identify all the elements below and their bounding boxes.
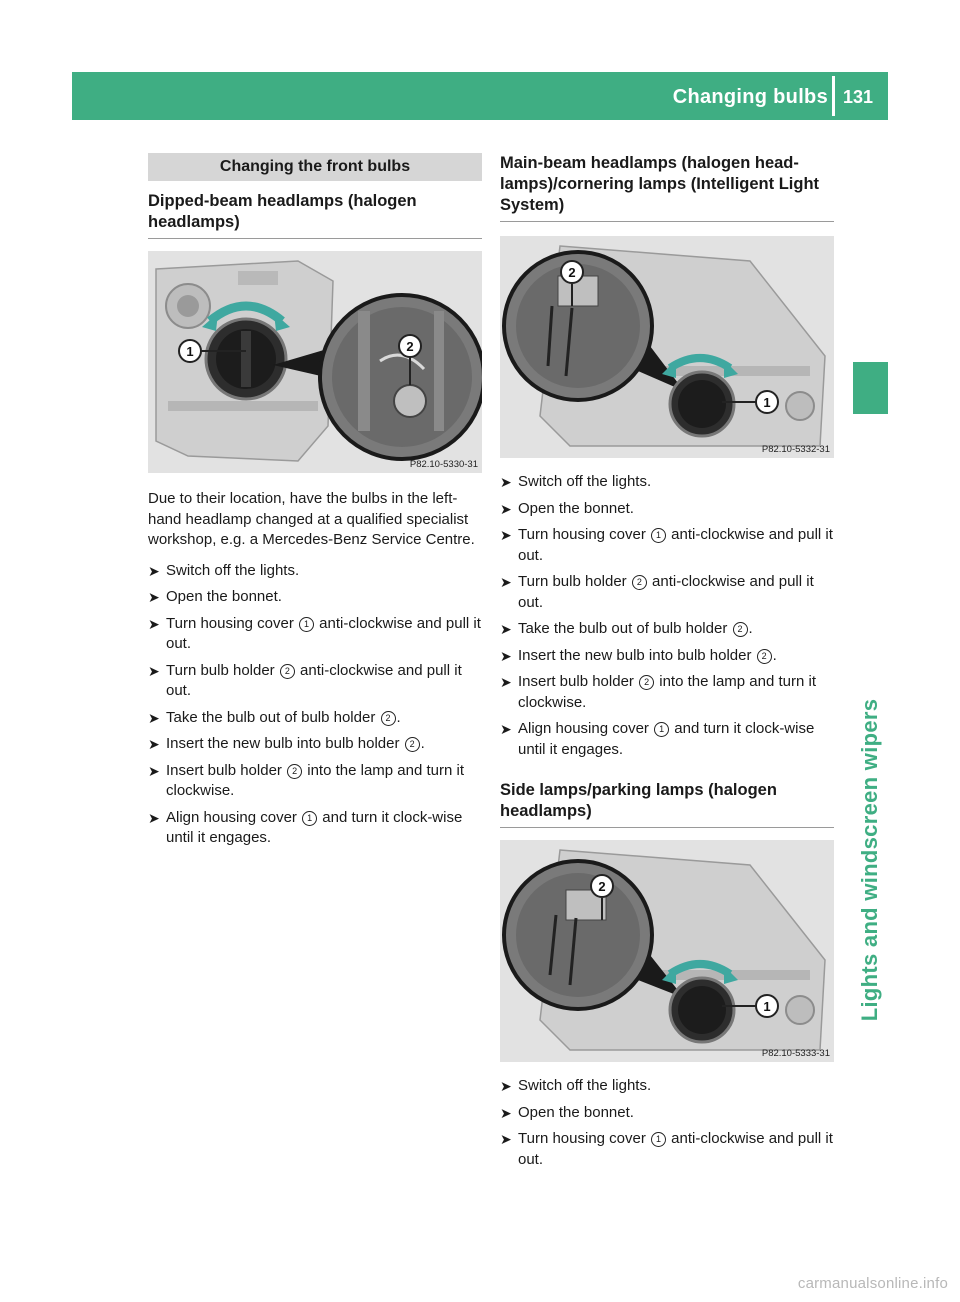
page-number: 131 bbox=[843, 87, 874, 107]
callout-ref-icon: 1 bbox=[302, 811, 317, 826]
callout-ref-icon: 1 bbox=[654, 722, 669, 737]
step-text: . bbox=[396, 708, 401, 726]
callout-ref-icon: 1 bbox=[651, 1132, 666, 1147]
step-arrow-icon: ➤ bbox=[148, 662, 160, 679]
figure-callout-1: 1 bbox=[186, 344, 194, 359]
side-tab-marker bbox=[853, 362, 888, 414]
step-item bbox=[500, 472, 834, 493]
right-column bbox=[500, 153, 834, 1176]
figure-side-lamps bbox=[500, 840, 834, 1062]
step-text: Open the bonnet. bbox=[518, 499, 634, 517]
callout-ref-icon: 2 bbox=[639, 675, 654, 690]
step-arrow-icon: ➤ bbox=[148, 809, 160, 826]
step-item bbox=[500, 719, 834, 760]
callout-ref-icon: 1 bbox=[299, 617, 314, 632]
step-item bbox=[148, 761, 482, 802]
step-text: Insert bulb holder bbox=[518, 673, 639, 690]
step-text: Turn housing cover bbox=[518, 526, 651, 543]
step-item bbox=[500, 1076, 834, 1097]
callout-ref-icon: 2 bbox=[733, 622, 748, 637]
step-text: Insert the new bulb into bulb holder bbox=[518, 646, 756, 664]
step-text: anti-clockwise and pull it out. bbox=[166, 661, 462, 699]
step-arrow-icon: ➤ bbox=[148, 562, 160, 579]
step-arrow-icon: ➤ bbox=[500, 621, 512, 637]
figure-callout-2: 2 bbox=[598, 879, 606, 894]
step-text: Turn housing cover bbox=[518, 1130, 651, 1147]
step-arrow-icon: ➤ bbox=[148, 736, 160, 752]
step-item bbox=[148, 808, 482, 849]
header-divider bbox=[832, 76, 835, 116]
step-arrow-icon: ➤ bbox=[148, 589, 160, 605]
figure-code: P82.10-5330-31 bbox=[409, 459, 478, 470]
step-arrow-icon: ➤ bbox=[500, 474, 512, 490]
figure-callout-1: 1 bbox=[763, 395, 771, 410]
left-column bbox=[148, 153, 482, 855]
step-text: Turn housing cover bbox=[166, 614, 299, 632]
figure-dipped-beam bbox=[148, 251, 482, 473]
intro-paragraph: Due to their location, have the bulbs in the left-hand headlamp changed at a qualified specialist workshop, e.g. a Mercedes-Benz Service Centre. bbox=[148, 490, 475, 548]
step-list bbox=[500, 1076, 834, 1170]
watermark: carmanualsonline.info bbox=[797, 1275, 948, 1292]
step-text: Align housing cover bbox=[518, 720, 654, 737]
callout-ref-icon: 2 bbox=[280, 664, 295, 679]
step-text: into the lamp and turn it clockwise. bbox=[518, 673, 817, 711]
callout-ref-icon: 2 bbox=[632, 575, 647, 590]
step-text: Switch off the lights. bbox=[518, 473, 652, 490]
figure-code: P82.10-5332-31 bbox=[761, 444, 830, 455]
callout-ref-icon: 2 bbox=[757, 649, 772, 664]
step-item bbox=[148, 587, 482, 608]
step-arrow-icon: ➤ bbox=[500, 647, 512, 664]
callout-ref-icon: 2 bbox=[381, 711, 396, 726]
step-text: Open the bonnet. bbox=[518, 1103, 634, 1121]
step-arrow-icon: ➤ bbox=[500, 1078, 512, 1094]
step-text: Turn bulb holder bbox=[518, 573, 631, 590]
step-item bbox=[500, 672, 834, 713]
step-text: Align housing cover bbox=[166, 808, 302, 826]
step-item bbox=[500, 525, 834, 566]
step-arrow-icon: ➤ bbox=[500, 500, 512, 517]
step-arrow-icon: ➤ bbox=[500, 674, 512, 690]
step-item bbox=[148, 614, 482, 655]
step-item bbox=[148, 734, 482, 755]
section-title: Changing the front bulbs bbox=[148, 153, 482, 181]
step-item bbox=[500, 499, 834, 520]
step-arrow-icon: ➤ bbox=[500, 1104, 512, 1121]
step-text: and turn it clock-wise until it engages. bbox=[166, 808, 463, 846]
headlamp-illustration bbox=[148, 251, 482, 473]
callout-ref-icon: 2 bbox=[287, 764, 302, 779]
step-text: anti-clockwise and pull it out. bbox=[518, 526, 833, 564]
step-text: . bbox=[420, 735, 425, 752]
step-item bbox=[148, 661, 482, 702]
subheading-side-lamps: Side lamps/parking lamps (halogen headlamps) bbox=[500, 780, 834, 828]
side-tab-label: Lights and windscreen wipers bbox=[857, 698, 882, 1022]
step-item bbox=[148, 561, 482, 582]
step-item bbox=[500, 572, 834, 613]
step-arrow-icon: ➤ bbox=[500, 1131, 512, 1147]
step-item bbox=[500, 646, 834, 667]
step-text: anti-clockwise and pull it out. bbox=[518, 1130, 833, 1168]
step-text: Insert bulb holder bbox=[166, 761, 287, 779]
step-text: Open the bonnet. bbox=[166, 588, 282, 605]
figure-callout-2: 2 bbox=[406, 339, 414, 354]
step-list bbox=[148, 561, 482, 849]
step-text: Take the bulb out of bulb holder bbox=[166, 708, 380, 726]
step-item bbox=[500, 619, 834, 640]
step-arrow-icon: ➤ bbox=[500, 721, 512, 737]
step-arrow-icon: ➤ bbox=[148, 762, 160, 779]
step-list bbox=[500, 472, 834, 760]
figure-callout-1: 1 bbox=[763, 999, 771, 1014]
step-text: anti-clockwise and pull it out. bbox=[518, 573, 814, 611]
figure-callout-2: 2 bbox=[568, 265, 576, 280]
subheading-main-beam: Main-beam headlamps (halogen head-lamps)/cornering lamps (Intelligent Light System) bbox=[500, 153, 834, 222]
figure-main-beam bbox=[500, 236, 834, 458]
step-text: into the lamp and turn it clockwise. bbox=[166, 761, 465, 799]
step-arrow-icon: ➤ bbox=[500, 574, 512, 590]
step-text: . bbox=[748, 620, 753, 637]
step-arrow-icon: ➤ bbox=[148, 615, 160, 632]
headlamp-illustration bbox=[500, 236, 834, 458]
step-arrow-icon: ➤ bbox=[148, 709, 160, 726]
step-arrow-icon: ➤ bbox=[500, 527, 512, 543]
callout-ref-icon: 2 bbox=[405, 737, 420, 752]
page-header-title: Changing bulbs bbox=[672, 86, 828, 108]
step-text: Turn bulb holder bbox=[166, 661, 279, 679]
step-text: . bbox=[772, 646, 777, 664]
step-text: Switch off the lights. bbox=[166, 561, 300, 579]
step-text: Take the bulb out of bulb holder bbox=[518, 620, 732, 637]
step-item bbox=[500, 1129, 834, 1170]
step-text: Insert the new bulb into bulb holder bbox=[166, 735, 404, 752]
callout-ref-icon: 1 bbox=[651, 528, 666, 543]
subheading-dipped-beam: Dipped-beam headlamps (halogen headlamps) bbox=[148, 191, 482, 239]
step-text: and turn it clock-wise until it engages. bbox=[518, 720, 815, 758]
headlamp-illustration bbox=[500, 840, 834, 1062]
figure-code: P82.10-5333-31 bbox=[761, 1048, 830, 1059]
step-item bbox=[148, 708, 482, 729]
step-text: anti-clockwise and pull it out. bbox=[166, 614, 481, 652]
step-item bbox=[500, 1103, 834, 1124]
step-text: Switch off the lights. bbox=[518, 1077, 652, 1094]
